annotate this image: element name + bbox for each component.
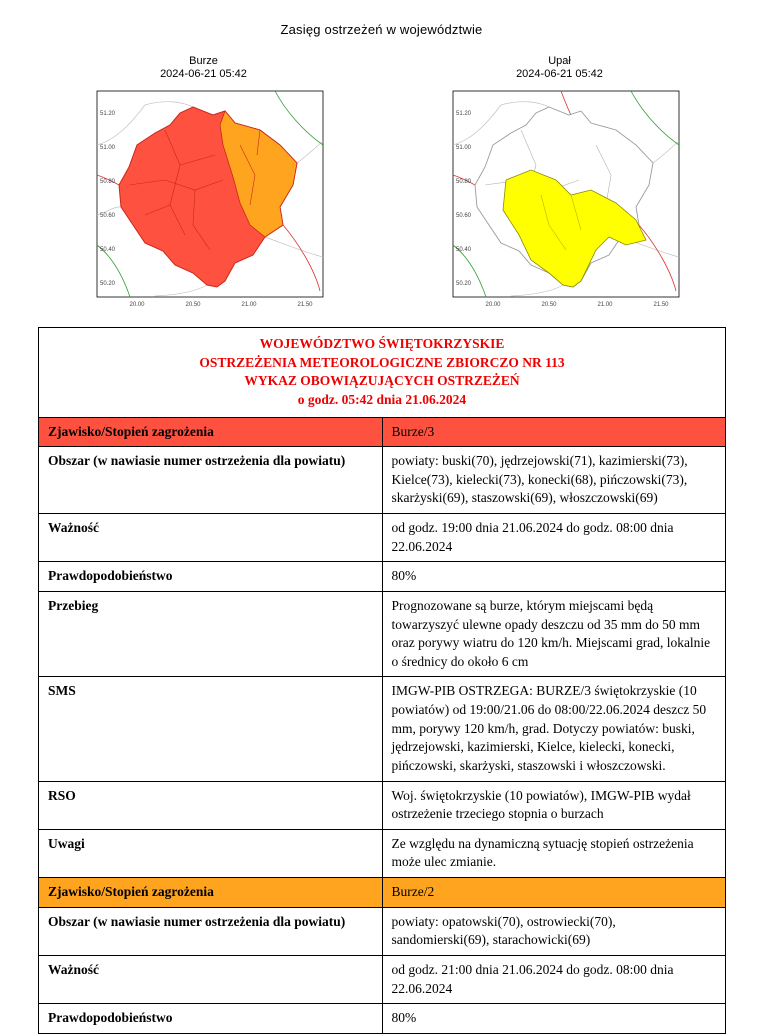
- y-axis-tick: 50.80: [455, 179, 471, 185]
- maps-section: [0, 55, 763, 317]
- table-row: [39, 591, 726, 677]
- x-axis-tick: 20.50: [540, 302, 557, 308]
- row-label: SMS: [39, 677, 383, 781]
- row-value: Prognozowane są burze, którym miejscami będą towarzyszyć ulewne opady deszczu od 35 mm do 50 mm oraz porywy wiatru do 120 km/h. Miejscami grad, lokalnie o średnicy do około 6 cm: [382, 591, 726, 677]
- table-row: [39, 955, 726, 1003]
- table-header-line: o godz. 05:42 dnia 21.06.2024: [297, 391, 467, 407]
- table-header-row: [39, 328, 726, 418]
- x-axis-tick: 21.50: [296, 302, 313, 308]
- row-label: Uwagi: [39, 829, 383, 877]
- row-label: Zjawisko/Stopień zagrożenia: [39, 878, 383, 908]
- y-axis-tick: 50.80: [99, 179, 115, 185]
- table-row: [39, 514, 726, 562]
- y-axis-tick: 51.20: [99, 111, 115, 117]
- row-value: Burze/2: [382, 878, 726, 908]
- row-value: powiaty: buski(70), jędrzejowski(71), kazimierski(73), Kielce(73), kielecki(73), konecki(68), pińczowski(73), skarżyski(69), staszowski(69), włoszczowski(69): [382, 447, 726, 514]
- table-row: [39, 878, 726, 908]
- table-header-line: WOJEWÓDZTWO ŚWIĘTOKRZYSKIE: [259, 336, 505, 351]
- row-value: Ze względu na dynamiczną sytuację stopień ostrzeżenia może ulec zmianie.: [382, 829, 726, 877]
- row-value: IMGW-PIB OSTRZEGA: BURZE/3 świętokrzyskie (10 powiatów) od 19:00/21.06 do 08:00/22.06.2024 deszcz 50 mm, porywy 120 km/h, grad. Dotyczy powiatów: buski, jędrzejowski, kazimierski, Kielce, kielecki, konecki, pińczowski, skarżyski, staszowski i włoszczowski.: [382, 677, 726, 781]
- x-axis-tick: 20.50: [184, 302, 201, 308]
- y-axis-tick: 51.00: [455, 145, 471, 151]
- map-upal-image: [431, 85, 689, 317]
- y-axis-tick: 50.20: [455, 281, 471, 287]
- warnings-table: [38, 327, 726, 1034]
- map-burze-timestamp: 2024-06-21 05:42: [160, 68, 247, 80]
- row-label: Obszar (w nawiasie numer ostrzeżenia dla powiatu): [39, 907, 383, 955]
- row-value: Burze/3: [382, 417, 726, 447]
- table-row: [39, 829, 726, 877]
- row-label: Prawdopodobieństwo: [39, 1004, 383, 1034]
- table-header: [39, 328, 726, 418]
- table-row: [39, 447, 726, 514]
- table-row: [39, 562, 726, 592]
- y-axis-tick: 50.40: [99, 247, 115, 253]
- row-value: powiaty: opatowski(70), ostrowiecki(70), sandomierski(69), starachowicki(69): [382, 907, 726, 955]
- map-upal: [431, 55, 689, 317]
- row-label: RSO: [39, 781, 383, 829]
- y-axis-tick: 50.40: [455, 247, 471, 253]
- y-axis-tick: 51.00: [99, 145, 115, 151]
- warnings-table-body: [39, 328, 726, 1034]
- row-label: Obszar (w nawiasie numer ostrzeżenia dla powiatu): [39, 447, 383, 514]
- y-axis-tick: 51.20: [455, 111, 471, 117]
- y-axis-tick: 50.60: [99, 213, 115, 219]
- row-value: 80%: [382, 1004, 726, 1034]
- table-row: [39, 677, 726, 781]
- table-row: [39, 907, 726, 955]
- row-label: Ważność: [39, 514, 383, 562]
- page-title: Zasięg ostrzeżeń w województwie: [280, 22, 483, 37]
- row-label: Ważność: [39, 955, 383, 1003]
- table-header-line: WYKAZ OBOWIĄZUJĄCYCH OSTRZEŻEŃ: [244, 373, 520, 389]
- x-axis-tick: 21.00: [596, 302, 613, 308]
- map-burze-title: Burze: [189, 55, 218, 67]
- row-label: Przebieg: [39, 591, 383, 677]
- map-upal-timestamp: 2024-06-21 05:42: [516, 68, 603, 80]
- table-row: [39, 781, 726, 829]
- x-axis-tick: 21.50: [652, 302, 669, 308]
- row-value: 80%: [382, 562, 726, 592]
- table-row: [39, 1004, 726, 1034]
- x-axis-tick: 21.00: [240, 302, 257, 308]
- y-axis-tick: 50.20: [99, 281, 115, 287]
- y-axis-tick: 50.60: [455, 213, 471, 219]
- map-burze: [75, 55, 333, 317]
- x-axis-tick: 20.00: [484, 302, 501, 308]
- map-burze-image: [75, 85, 333, 317]
- row-value: od godz. 21:00 dnia 21.06.2024 do godz. 08:00 dnia 22.06.2024: [382, 955, 726, 1003]
- x-axis-tick: 20.00: [128, 302, 145, 308]
- row-value: od godz. 19:00 dnia 21.06.2024 do godz. 08:00 dnia 22.06.2024: [382, 514, 726, 562]
- map-upal-title: Upał: [548, 55, 571, 67]
- row-value: Woj. świętokrzyskie (10 powiatów), IMGW-PIB wydał ostrzeżenie trzeciego stopnia o burzach: [382, 781, 726, 829]
- table-header-line: OSTRZEŻENIA METEOROLOGICZNE ZBIORCZO NR 113: [199, 354, 565, 370]
- table-row: [39, 417, 726, 447]
- row-label: Prawdopodobieństwo: [39, 562, 383, 592]
- row-label: Zjawisko/Stopień zagrożenia: [39, 417, 383, 447]
